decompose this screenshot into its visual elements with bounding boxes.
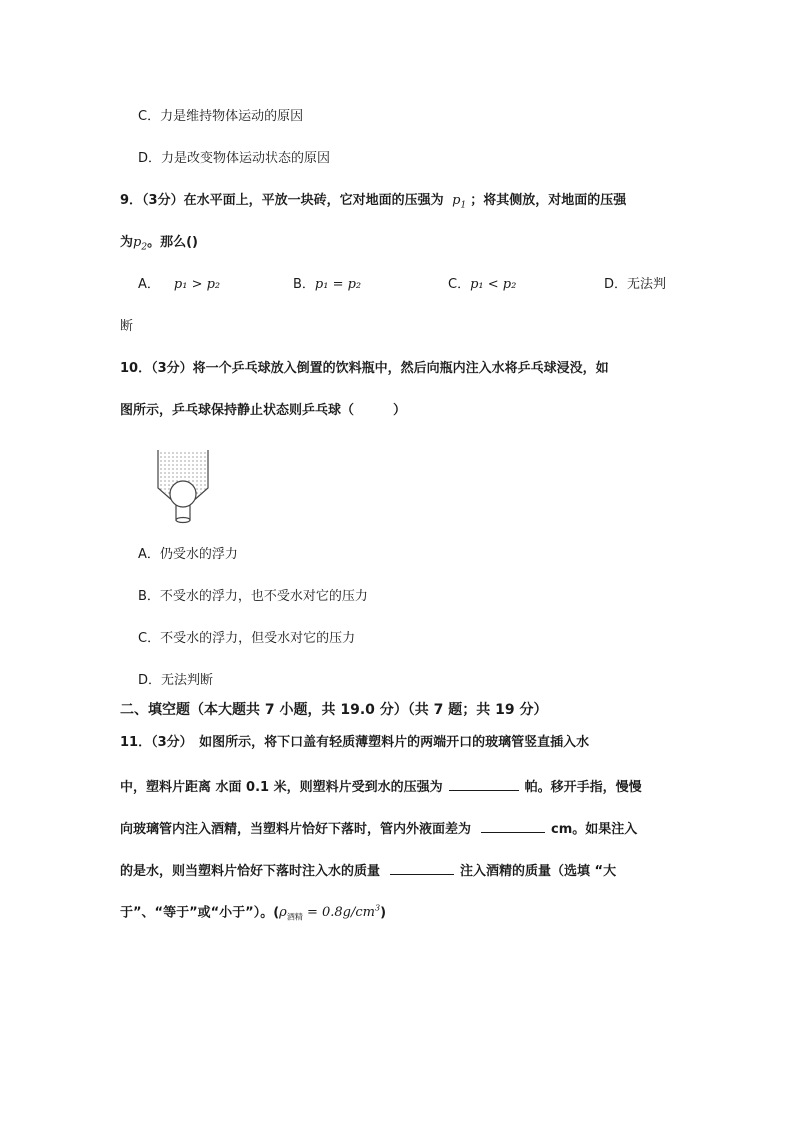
q9-option-d-wrap: 断 xyxy=(120,319,134,334)
q9-option-b: B．p₁ = p₂ xyxy=(293,277,362,292)
section-heading-fill-in: 二、填空题（本大题共 7 小题，共 19.0 分）（共 7 题；共 19 分） xyxy=(120,702,548,718)
q9-p2: $p_2$ xyxy=(133,235,148,253)
q8-option-c: C．力是维持物体运动的原因 xyxy=(138,109,304,124)
q9-stem-line1 xyxy=(120,192,626,215)
q11-blank-3[interactable] xyxy=(390,860,454,875)
q9-stem-part1: 9．（3分）在水平面上，平放一块砖，它对地面的压强为 xyxy=(120,193,444,208)
q9-option-d: D．无法判 xyxy=(604,277,667,292)
q9-stem-line2: 为$p_2$。那么() xyxy=(120,235,198,253)
q10-option-c: C．不受水的浮力，但受水对它的压力 xyxy=(138,631,356,646)
q9-option-a: A． p₁ > p₂ xyxy=(138,277,221,292)
q11-line3: 向玻璃管内注入酒精，当塑料片恰好下落时，管内外液面差为 cm。如果注入 xyxy=(120,818,637,839)
q9-option-c: C．p₁ < p₂ xyxy=(448,277,517,292)
q8-option-d: D．力是改变物体运动状态的原因 xyxy=(138,151,331,166)
q11-blank-1[interactable] xyxy=(449,776,519,791)
q10-option-d: D．无法判断 xyxy=(138,673,214,688)
q11-line5: 于”、“等于”或“小于”）。$(\rho_{酒精} = 0.8g/cm^3)$ xyxy=(120,904,387,922)
q11-density-formula: $\rho_{酒精} = 0.8g/cm^3$ xyxy=(279,904,381,922)
q11-blank-2[interactable] xyxy=(481,818,545,833)
q11-line1: 11．（3分） 如图所示，将下口盖有轻质薄塑料片的两端开口的玻璃管竖直插入水 xyxy=(120,735,590,750)
q9-p1: $p_1$ xyxy=(452,193,467,211)
q11-line2: 中，塑料片距离 水面 0.1 米，则塑料片受到水的压强为 帕。移开手指，慢慢 xyxy=(120,776,642,797)
q9-stem-part2: ；将其侧放，对地面的压强 xyxy=(470,193,627,208)
bottle-ball-figure xyxy=(148,448,218,533)
q10-stem-line1: 10．（3分）将一个乒乓球放入倒置的饮料瓶中，然后向瓶内注入水将乒乓球浸没，如 xyxy=(120,361,609,376)
q10-option-a: A．仍受水的浮力 xyxy=(138,547,238,562)
q10-option-b: B．不受水的浮力，也不受水对它的压力 xyxy=(138,589,368,604)
q11-line4: 的是水，则当塑料片恰好下落时注入水的质量 注入酒精的质量（选填 “大 xyxy=(120,860,616,881)
q10-stem-line2: 图所示，乒乓球保持静止状态则乒乓球（ ） xyxy=(120,403,407,418)
